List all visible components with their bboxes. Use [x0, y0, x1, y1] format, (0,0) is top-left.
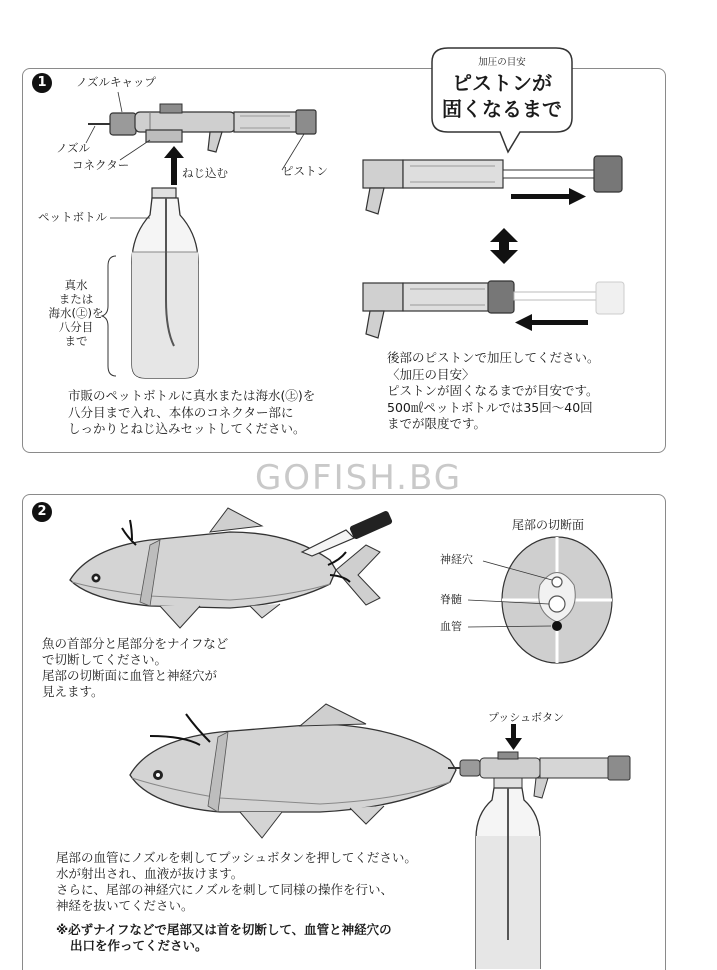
label-push-button: プッシュボタン: [488, 711, 565, 724]
step1-left-instructions: 市販のペットボトルに真水または海水(㊤)を 八分目まで入れ、本体のコネクター部に しっかりとねじ込みセットしてください。: [68, 388, 316, 436]
label-connector: コネクター: [72, 158, 130, 172]
label-nozzle: ノズル: [56, 141, 91, 155]
label-pet-bottle: ペットボトル: [38, 210, 107, 224]
label-nozzle-cap: ノズルキャップ: [76, 75, 157, 89]
bubble-line-2: 固くなるまで: [442, 97, 562, 121]
step1-number: 1: [32, 73, 52, 93]
sprayer-device-illustration: [86, 92, 316, 378]
label-piston: ピストン: [282, 164, 328, 178]
label-blood-vessel: 血管: [440, 620, 462, 633]
step1-right-instructions: 後部のピストンで加圧してください。 〈加圧の目安〉 ピストンが固くなるまでが目安です。 500㎖ペットボトルでは35回〜40回 までが限度です。: [387, 350, 600, 431]
label-spinal-cord: 脊髄: [440, 593, 462, 606]
step2-cut-instructions: 魚の首部分と尾部分をナイフなど で切断してください。 尾部の切断面に血管と神経穴が 見えます。: [42, 636, 229, 699]
watermark: GOFISH.BG: [254, 458, 463, 498]
step2-inject-instructions: 尾部の血管にノズルを刺してプッシュボタンを押してください。 水が射出され、血液が抜けます。 さらに、尾部の神経穴にノズルを刺して同様の操作を行い、 神経を抜いてください。: [56, 850, 417, 913]
bubble-caption: 加圧の目安: [478, 57, 526, 68]
cross-section-title: 尾部の切断面: [512, 518, 585, 532]
bubble-line-1: ピストンが: [452, 71, 552, 95]
step2-number: 2: [32, 502, 52, 522]
pump-pressurize-illustration: [363, 156, 624, 338]
fish-cut-illustration: [70, 508, 393, 628]
step2-warning-note: ※必ずナイフなどで尾部又は首を切断して、血管と神経穴の 出口を作ってください。: [56, 922, 392, 953]
tail-cross-section-illustration: [468, 537, 612, 663]
fill-level-label: 真水 または 海水(㊤)を 八分目 まで: [48, 278, 104, 348]
label-nerve-hole: 神経穴: [440, 553, 473, 566]
label-screw-in: ねじ込む: [182, 166, 228, 180]
